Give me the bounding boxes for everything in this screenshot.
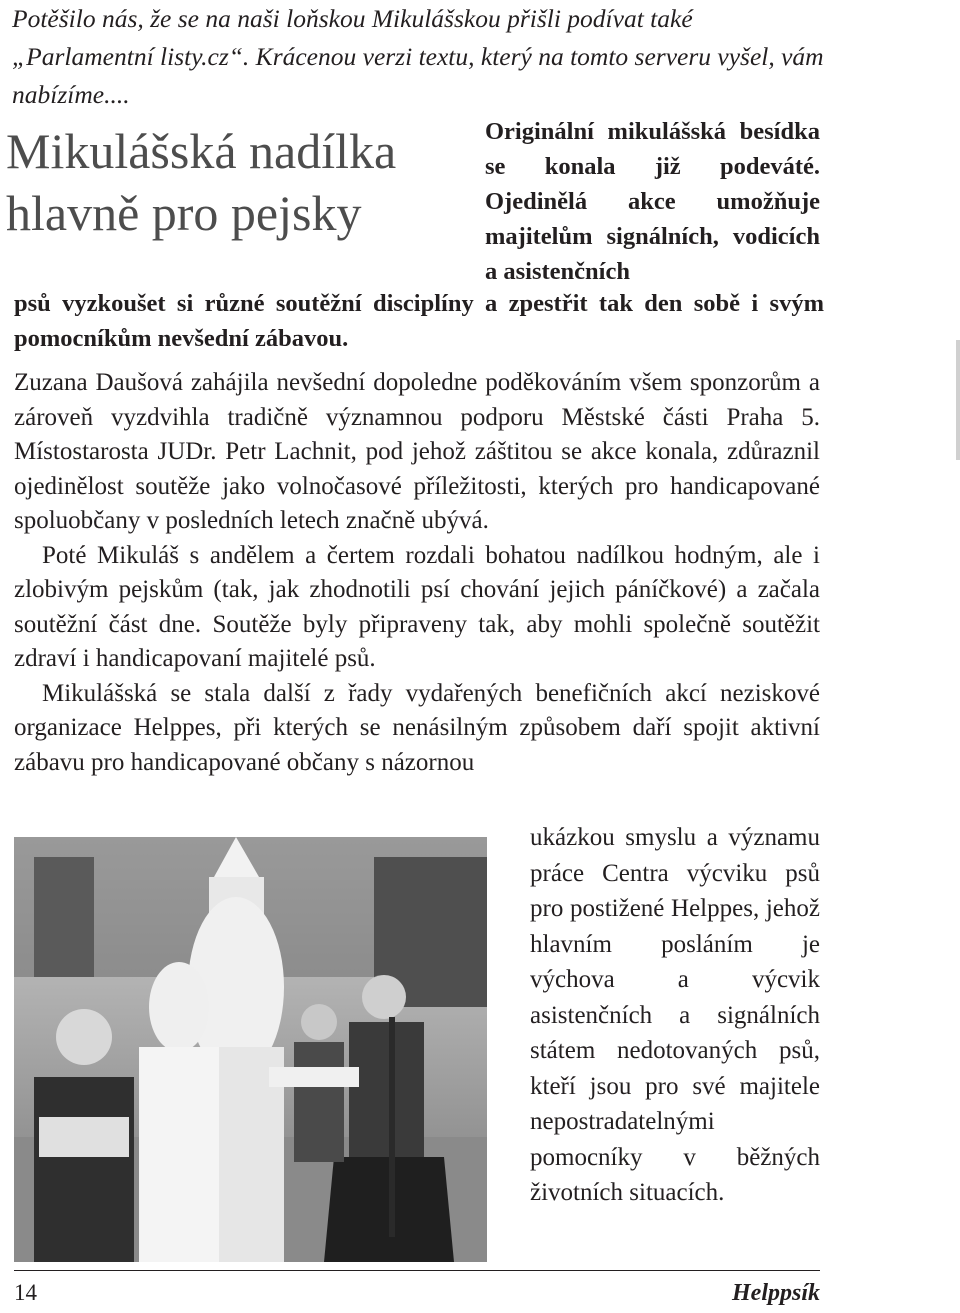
lead-paragraph-column: Originální mikulášská besídka se konala již podeváté. Ojedinělá akce umožňuje majitelům signálních, vodicích a asistenčních bbox=[485, 118, 820, 285]
lead-paragraph-continued: psů vyzkoušet si různé soutěžní disciplíny a zpestřit tak den sobě i svým pomocníkům nevšední zábavou. bbox=[14, 290, 824, 352]
page-edge-marker bbox=[956, 340, 960, 460]
article-title-line-1: Mikulášská nadílka bbox=[6, 123, 397, 179]
page-number: 14 bbox=[14, 1280, 37, 1305]
article-title bbox=[6, 120, 476, 244]
body-paragraph-2: Poté Mikuláš s andělem a čertem rozdali bohatou nadílkou hodným, ale i zlobivým pejskům (tak, jak zhodnotili psí chování jejich páníčkové) a začala soutěžní část dne. Soutěže byly připraveny tak, aby mohli společně soutěžit zdraví i handicapovaní majitelé psů. bbox=[14, 541, 820, 672]
magazine-name: Helppsík bbox=[732, 1280, 820, 1306]
event-photo bbox=[14, 837, 487, 1262]
intro-note: Potěšilo nás, že se na naši loňskou Mikulášskou přišli podívat také „Parlamentní listy.cz“. Krácenou verzi textu, který na tomto serveru vyšel, vám nabízíme.... bbox=[12, 4, 824, 109]
article-title-line-2: hlavně pro pejsky bbox=[6, 185, 362, 241]
body-paragraph-1: Zuzana Daušová zahájila nevšední dopoledne poděkováním všem sponzorům a zároveň vyzdvihla tradičně významnou podporu Městské části Praha 5. Místostarosta JUDr. Petr Lachnit, pod jehož záštitou se akce konala, zdůraznil ojedinělost soutěže jako volnočasové příležitosti, kterých pro handicapované spoluobčany v posledních letech značně ubývá. bbox=[14, 369, 820, 534]
photo-icon bbox=[14, 837, 487, 1262]
side-column-text: ukázkou smyslu a významu práce Centra výcviku psů pro postižené Helppes, jehož hlavním posláním je výchova a výcvik asistenčních a signálních státem nedotovaných psů, kteří jsou pro své majitele nepostradatelnými pomocníky v běžných životních situacích. bbox=[530, 824, 820, 1206]
article-body bbox=[14, 366, 820, 780]
body-paragraph-3: Mikulášská se stala další z řady vydařených benefičních akcí neziskové organizace Helppes, při kterých se nenásilným způsobem daří spojit aktivní zábavu pro handicapované občany s názornou bbox=[14, 679, 820, 776]
footer-rule bbox=[14, 1270, 820, 1271]
